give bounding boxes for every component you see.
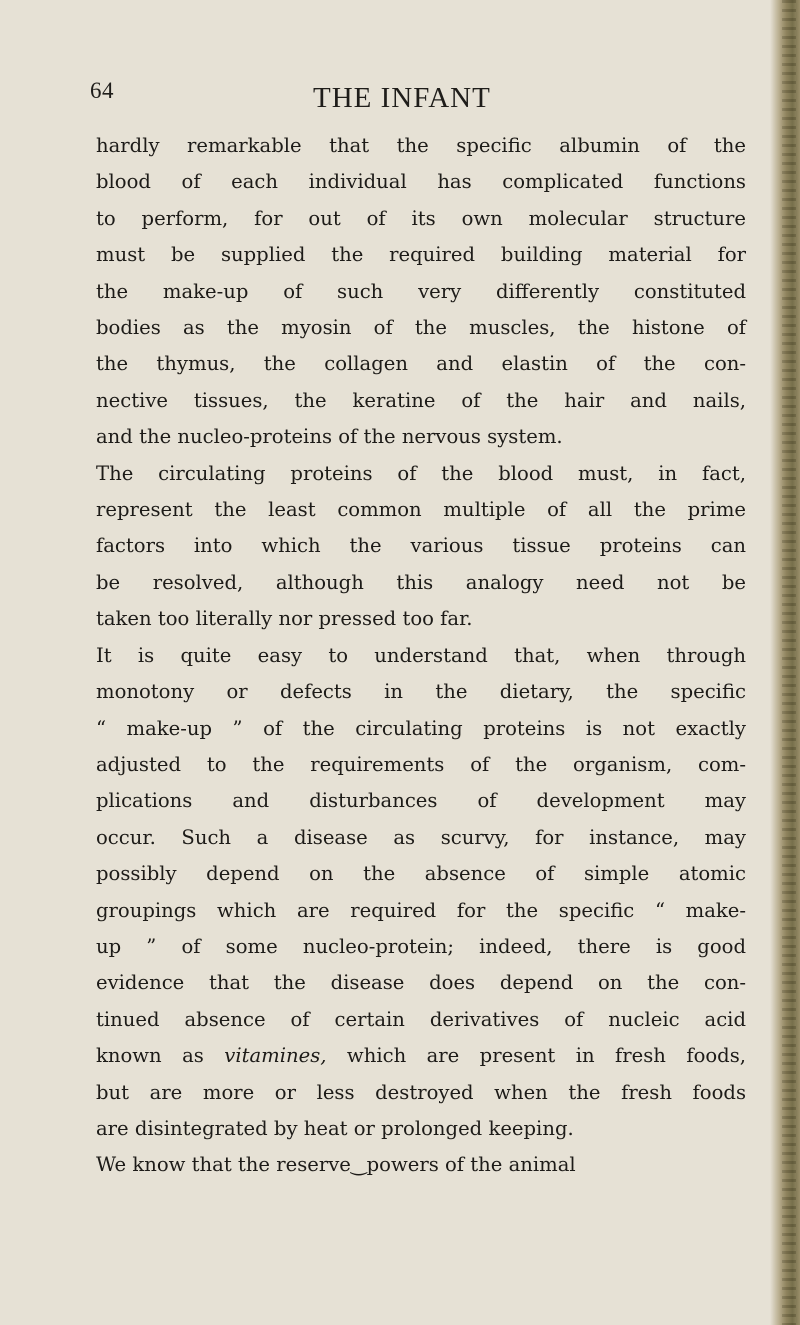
text-line: tinued absence of certain derivatives of nucleic acid [96, 1007, 746, 1031]
text-line: the make-up of such very differently constituted [96, 279, 746, 303]
text-line-mixed [96, 1038, 746, 1074]
text-line: hardly remarkable that the specific albumin of the [96, 134, 746, 157]
text-line: plications and disturbances of development may [96, 789, 746, 813]
body-text [96, 128, 746, 1184]
text-line: are disintegrated by heat or prolonged keeping. [96, 1116, 574, 1140]
text-line: taken too literally nor pressed too far. [96, 607, 473, 631]
text-line: nective tissues, the keratine of the hair and nails, [96, 388, 746, 412]
page-number: 64 [90, 78, 114, 103]
text-line: represent the least common multiple of all the prime [96, 498, 746, 522]
text-line: “ make-up ” of the circulating proteins is not exactly [96, 716, 746, 740]
text-line: evidence that the disease does depend on the con- [96, 971, 746, 995]
text-line-paragraph-start: The circulating proteins of the blood must, in fact, [96, 461, 746, 485]
italic-term: vitamines, [224, 1044, 327, 1068]
text-segment: known as [96, 1044, 225, 1068]
text-line: adjusted to the requirements of the organism, com- [96, 752, 746, 776]
running-title: THE INFANT [313, 82, 491, 114]
text-line: factors into which the various tissue proteins can [96, 534, 746, 558]
text-line: groupings which are required for the specific “ make- [96, 898, 746, 922]
text-line: but are more or less destroyed when the fresh foods [96, 1080, 746, 1104]
text-line: blood of each individual has complicated functions [96, 170, 746, 194]
text-line: up ” of some nucleo-protein; indeed, there is good [96, 934, 746, 958]
text-line: must be supplied the required building material for [96, 243, 746, 267]
text-line: be resolved, although this analogy need not be [96, 570, 746, 594]
text-line-paragraph-start: We know that the reserve‿powers of the animal [96, 1153, 576, 1177]
text-line: to perform, for out of its own molecular structure [96, 206, 746, 230]
text-line: bodies as the myosin of the muscles, the histone of [96, 316, 746, 340]
text-line: and the nucleo-proteins of the nervous system. [96, 425, 563, 449]
text-segment: which are present in fresh foods, [326, 1044, 747, 1068]
page-gutter-texture [782, 0, 796, 1325]
text-line-paragraph-start: It is quite easy to understand that, when through [96, 643, 746, 667]
text-line: monotony or defects in the dietary, the specific [96, 680, 746, 704]
text-line: occur. Such a disease as scurvy, for instance, may [96, 825, 746, 849]
text-line: possibly depend on the absence of simple atomic [96, 862, 746, 886]
text-line: the thymus, the collagen and elastin of the con- [96, 352, 746, 376]
